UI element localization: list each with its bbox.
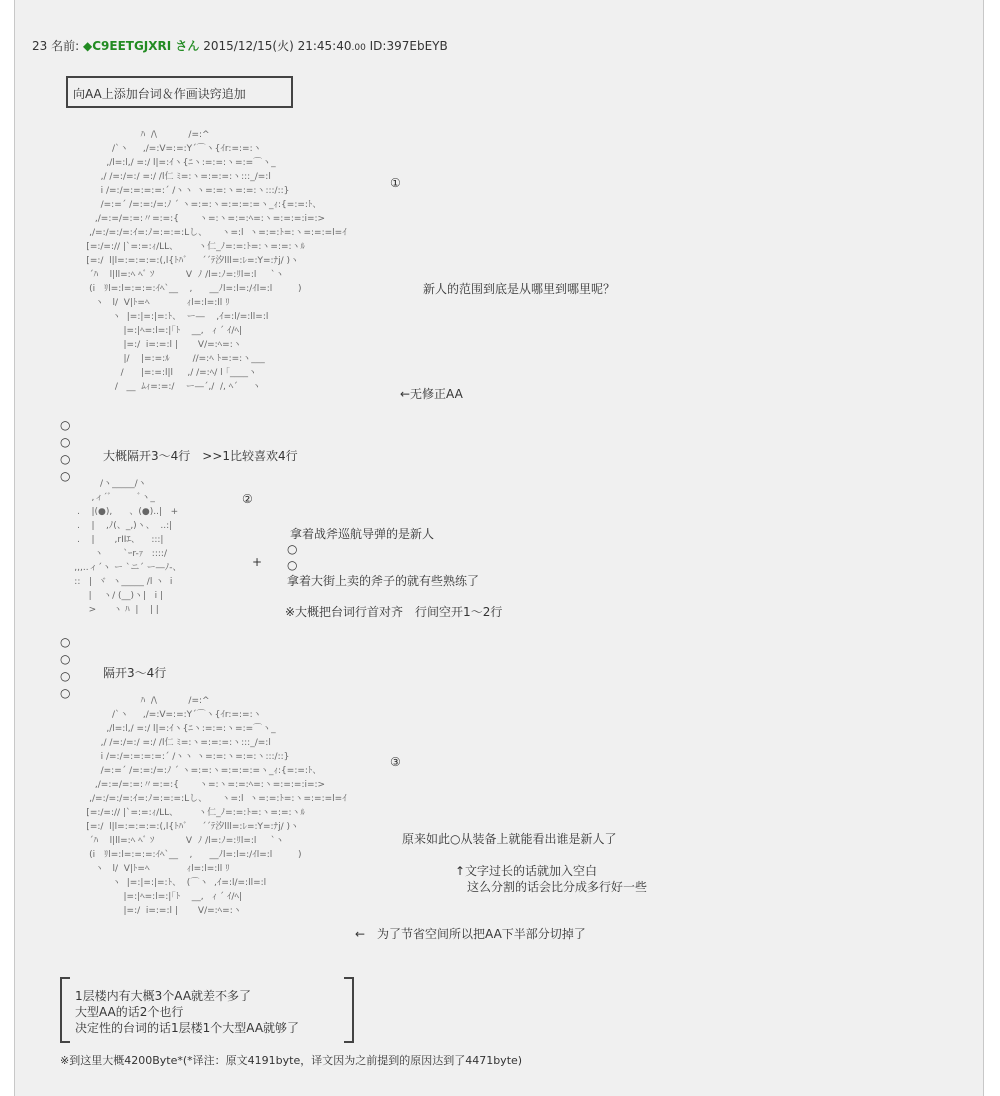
summary-line-2: 大型AA的话2个也行 xyxy=(75,1005,184,1019)
post-date: 2015/12/15(火) 21:45:40 xyxy=(203,39,352,53)
spacer-circles-3: ○ ○ ○ ○ xyxy=(60,635,71,700)
ascii-art-1: ﾊ /\ /=:^ /`ヽ ,/=:V=:=:Y´⌒ヽ{ｲr:=:=:ヽ ,/l=:l,/ =:/ l|=:ｲヽ{ﾆヽ:=:=:ヽ=:=⌒ヽ_ ,/ /=:/=:/ =:/ /l仁 ﾐ=:ヽ=:=:=:ヽ:::_/=:l i /=:/=:=:=:=:´ /ヽヽ ヽ=:=:ヽ=:=:ヽ:::/::} /=:=´ /=:=:/=:ﾉ ´ ヽ=:=:ヽ=:=:=:=ヽ_ｨ:{=:=:ﾄ、 ,/=:=/=:=:〃=:=:{ ヽ=:ヽ=:=:ﾍ=:ヽ=:=:=:i=:> ,/=:/=:/=:ｲ=:ﾉ=:=:=:Lし、 ヽ=:l ヽ=:=:ﾄ=:ヽ=:=:=l=ｲ [=:/=:// |`=:=:ｨ/LL、 ヽ仁_ﾉ=:=:ﾄ=:ヽ=:=:ヽﾙ [=:/ l|l=:=:=:=:(,l{ﾄﾊﾞ ´´ﾃ汐lll=:ﾚ=:Y=:ﾅj/ )ヽ ´ﾊ l|ll=:ﾍ ﾍﾞ ｿ V ﾉ /l=:ﾉ=:ﾘl=:l `ヽ (i ﾘl=:l=:=:=:ｲﾍ`__ , __ﾉl=:l=:/ｲl=:l ) ヽ l/ V|ﾄ=ﾍ ｨl=:l=:ll ﾘ ヽ |=:|=:|=:ﾄ、 ー― ,ｲ=:l/=:ll=:l |=:|ﾍ=:l=:|｢ﾄ __, ｨ ´ ｲ/ﾍ| |=:/ i=:=:l | V/=:ﾍ=:ヽ |/ |=:=:ﾙ //=:ﾍ ﾄ=:=:ヽ___ / |=:=:l|l ,/ /=:ﾍ/ l ｢____ヽ / __ ﾑｨ=:=:/ ー―´,/ /, ﾍ´ ヽ xyxy=(86,130,347,392)
ascii-art-3: ﾊ /\ /=:^ /`ヽ ,/=:V=:=:Y´⌒ヽ{ｲr:=:=:ヽ ,/l=:l,/ =:/ l|=:ｲヽ{ﾆヽ:=:=:ヽ=:=⌒ヽ_ ,/ /=:/=:/ =:/ /l仁 ﾐ=:ヽ=:=:=:ヽ:::_/=:l i /=:/=:=:=:=:´ /ヽヽ ヽ=:=:ヽ=:=:ヽ:::/::} /=:=´ /=:=:/=:ﾉ ´ ヽ=:=:ヽ=:=:=:=ヽ_ｨ:{=:=:ﾄ、 ,/=:=/=:=:〃=:=:{ ヽ=:ヽ=:=:ﾍ=:ヽ=:=:=:i=:> ,/=:/=:/=:ｲ=:ﾉ=:=:=:Lし、 ヽ=:l ヽ=:=:ﾄ=:ヽ=:=:=l=ｲ [=:/=:// |`=:=:ｨ/LL、 ヽ仁_ﾉ=:=:ﾄ=:ヽ=:=:ヽﾙ [=:/ l|l=:=:=:=:(,l{ﾄﾊﾞ ´´ﾃ汐lll=:ﾚ=:Y=:ﾅj/ )ヽ ´ﾊ l|ll=:ﾍ ﾍﾞ ｿ V ﾉ /l=:ﾉ=:ﾘl=:l `ヽ (i ﾘl=:l=:=:=:ｲﾍ`__ , __ﾉl=:l=:/ｲl=:l ) ヽ l/ V|ﾄ=ﾍ ｨl=:l=:ll ﾘ ヽ |=:|=:|=:ﾄ、 (⌒ヽ ,ｲ=:l/=:ll=:l |=:|ﾍ=:l=:|｢ﾄ __, ｨ ´ ｲ/ﾍ| |=:/ i=:=:l | V/=:ﾍ=:ヽ xyxy=(86,696,347,916)
marker-2: ② xyxy=(242,492,253,506)
gap-line: 大概隔开3～4行 >>1比较喜欢4行 xyxy=(103,449,298,463)
marker-1: ① xyxy=(390,176,401,190)
poster-name[interactable]: ◆C9EETGJXRI さん xyxy=(82,39,200,53)
post-ms: .00 xyxy=(351,43,366,53)
footer-note: ※到这里大概4200Byte*(*译注：原文4191byte，译文因为之前提到的原因达到了4471byte) xyxy=(60,1054,523,1067)
split-text-line: 这么分割的话会比分成多行好一些 xyxy=(467,880,648,894)
plus-sign: + xyxy=(252,555,263,569)
summary-line-3: 决定性的台词的话1层楼1个大型AA就够了 xyxy=(75,1021,300,1035)
cut-note: ← 为了节省空间所以把AA下半部分切掉了 xyxy=(355,927,586,941)
post-number: 23 xyxy=(32,39,48,53)
header-box xyxy=(66,76,293,108)
name-label: 名前: xyxy=(51,39,80,53)
marker-3: ③ xyxy=(390,755,401,769)
post-id[interactable]: ID:397EbEYB xyxy=(369,39,448,53)
spacer-circles-2: ○ ○ xyxy=(287,542,298,572)
post-header xyxy=(32,37,448,54)
header-box-text: 向AA上添加台词＆作画诀窍追加 xyxy=(73,87,246,101)
long-text-line: ↑文字过长的话就加入空白 xyxy=(455,864,598,878)
gap2-line: 隔开3～4行 xyxy=(103,666,167,680)
spacer-circles-1: ○ ○ ○ ○ xyxy=(60,418,71,483)
captain-line: 拿着战斧巡航导弹的是新人 xyxy=(290,527,435,541)
ascii-art-2: /ヽ_____/ヽ ,ィ´ﾞ ﾞヽ_ . |(●), 、(●)..| + . | ,ﾉ(、_,)ヽ、 ..:| . | ,rIIｴ、 :::| ヽ `ｰr-ｧ ::::/ ,,,..ィ´ヽ ー `ニ´ ー―ﾉ‐、 :: | ヾ ヽ_____ /l ヽ i | ヽ/ (__)ヽ| i | > ヽ ﾊ | | | xyxy=(74,479,182,615)
newcomer-question: 新人的范围到底是从哪里到哪里呢？ xyxy=(423,282,616,296)
align-note: ※大概把台词行首对齐 行间空开1～2行 xyxy=(285,605,503,619)
summary-bracket-left xyxy=(60,977,70,1043)
equipment-line: 原来如此○从装备上就能看出谁是新人了 xyxy=(402,832,617,846)
street-line: 拿着大街上卖的斧子的就有些熟练了 xyxy=(287,574,480,588)
summary-bracket-right xyxy=(344,977,354,1043)
unmodified-note: ←无修正AA xyxy=(400,387,463,401)
summary-line-1: 1层楼内有大概3个AA就差不多了 xyxy=(75,989,252,1003)
